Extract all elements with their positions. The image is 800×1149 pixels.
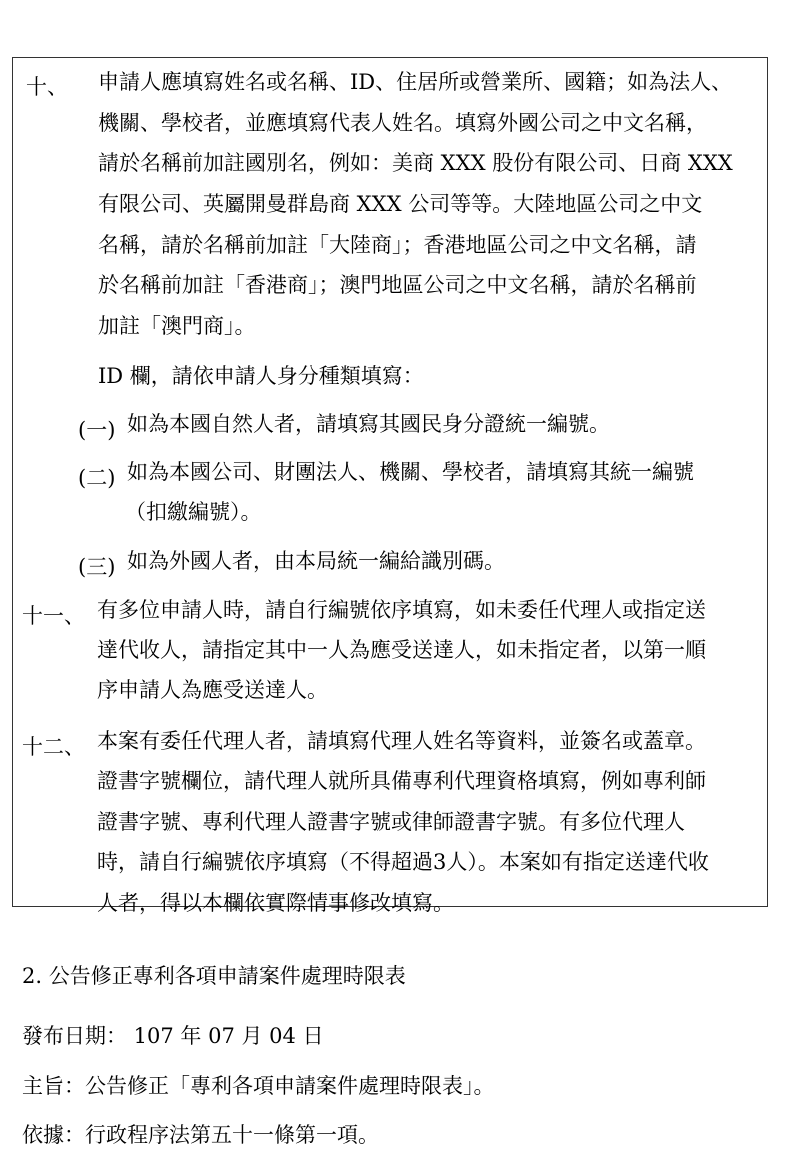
text-line: 達代收人，請指定其中一人為應受送達人，如未指定者，以第一順 [97,638,706,662]
text-line: 於名稱前加註「香港商」；澳門地區公司之中文名稱，請於名稱前 [98,273,697,297]
text-line: 名稱，請於名稱前加註「大陸商」；香港地區公司之中文名稱，請 [98,233,697,257]
text-line: 有限公司、英屬開曼群島商 XXX 公司等等。大陸地區公司之中文 [98,192,703,216]
subitem-text: 如為本國公司、財團法人、機關、學校者，請填寫其統一編號 [127,460,694,484]
text-line: 申請人應填寫姓名或名稱、ID、住居所或營業所、國籍；如為法人、 [98,70,733,94]
text-line: 有多位申請人時，請自行編號依序填寫，如未委任代理人或指定送 [97,598,706,622]
text-line: 機關、學校者，並應填寫代表人姓名。填寫外國公司之中文名稱， [98,111,707,135]
subitem-label: (一) [78,418,116,442]
subitem-text: 如為本國自然人者，請填寫其國民身分證統一編號。 [127,412,610,436]
subitem-label: (三) [78,555,116,579]
announcement-basis: 依據：行政程序法第五十一條第一項。 [22,1123,379,1147]
announcement-date: 發布日期： 107 年 07 月 04 日 [22,1024,324,1048]
subitem-text: 如為外國人者，由本局統一編給識別碼。 [127,549,505,573]
item-number: 十、 [26,75,68,99]
text-line: 時，請自行編號依序填寫（不得超過3人）。本案如有指定送達代收 [97,850,709,874]
text-line: 證書字號欄位，請代理人就所具備專利代理資格填寫，例如專利師 [97,769,706,793]
text-line: 請於名稱前加註國別名，例如：美商 XXX 股份有限公司、日商 XXX [98,151,733,175]
subitem-label: (二) [78,466,116,490]
id-intro: ID 欄，請依申請人身分種類填寫： [98,364,424,388]
subitem-text: （扣繳編號）。 [125,500,262,524]
announcement-subject: 主旨：公告修正「專利各項申請案件處理時限表」。 [22,1074,495,1098]
text-line: 加註「澳門商」。 [98,314,256,338]
item-number: 十一、 [22,604,85,628]
text-line: 人者，得以本欄依實際情事修改填寫。 [97,891,454,915]
text-line: 序申請人為應受送達人。 [97,678,328,702]
item-number: 十二、 [22,735,85,759]
text-line: 證書字號、專利代理人證書字號或律師證書字號。有多位代理人 [97,810,685,834]
text-line: 本案有委任代理人者，請填寫代理人姓名等資料，並簽名或蓋章。 [97,729,706,753]
announcement-heading: 2. 公告修正專利各項申請案件處理時限表 [22,964,406,988]
